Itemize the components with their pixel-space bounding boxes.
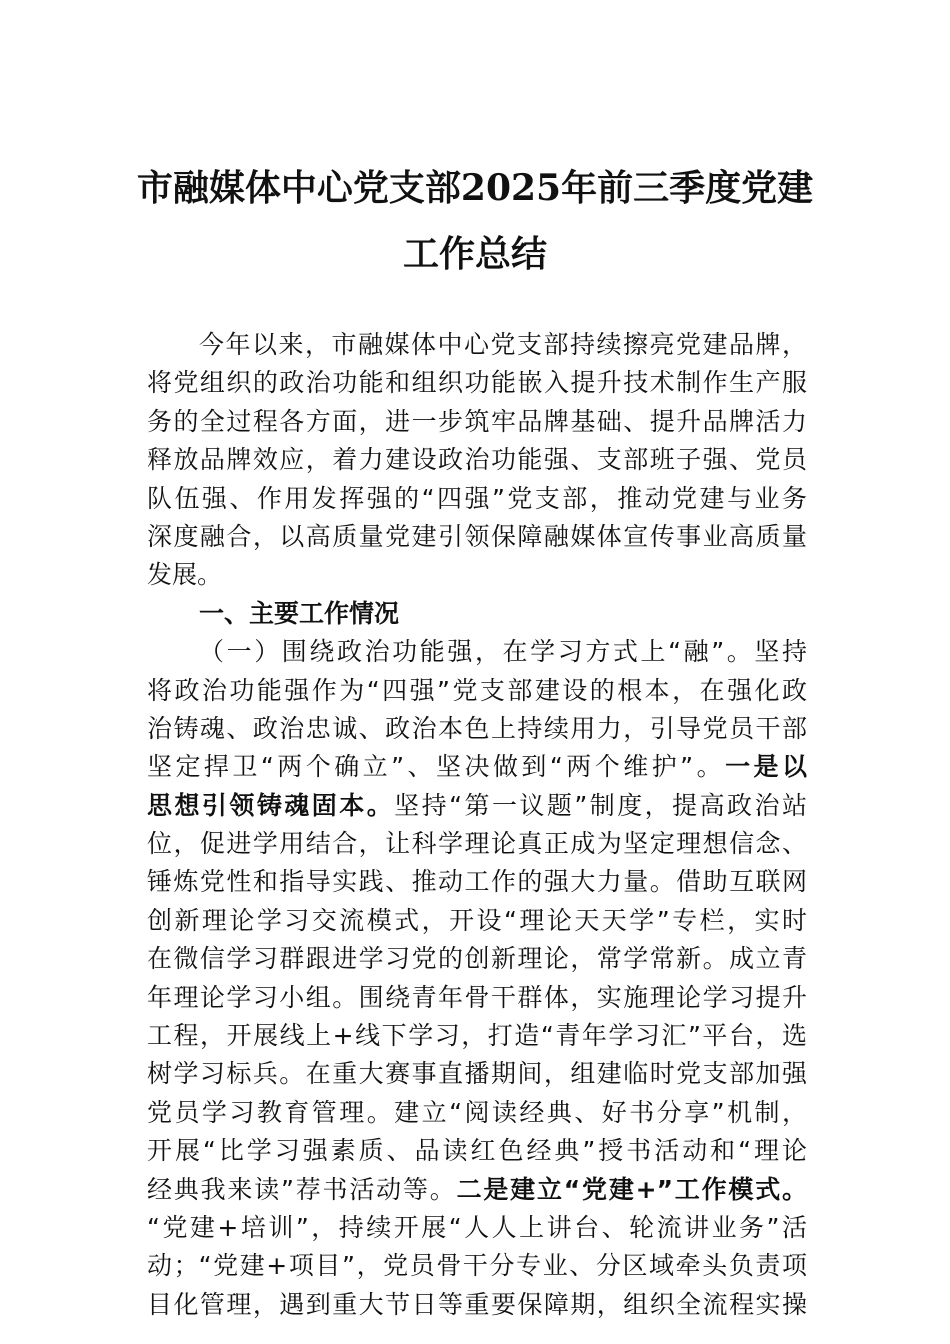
paragraph-line: 将党组织的政治功能和组织功能嵌入提升技术制作生产服	[147, 368, 807, 398]
line-text: 经典我来读”荐书活动等。	[147, 1174, 457, 1204]
paragraph-line: “党建+培训”，持续开展“人人上讲台、轮流讲业务”活	[147, 1212, 807, 1242]
paragraph-line: 将政治功能强作为“四强”党支部建设的根本，在强化政	[147, 675, 807, 705]
section-heading: 一、主要工作情况	[199, 598, 400, 628]
line-text: 坚持“第一议题”制度，提高政治站	[394, 790, 807, 820]
paragraph-line: 在微信学习群跟进学习党的创新理论，常学常新。成立青	[147, 944, 807, 974]
bold-emphasis: 二是建立“党建+”工作模式。	[456, 1174, 808, 1204]
paragraph-line: 党员学习教育管理。建立“阅读经典、好书分享”机制，	[147, 1097, 807, 1127]
paragraph-line: 深度融合，以高质量党建引领保障融媒体宣传事业高质量	[147, 521, 807, 551]
paragraph-line: 动；“党建+项目”，党员骨干分专业、分区域牵头负责项	[147, 1251, 807, 1281]
paragraph-line: 发展。	[147, 560, 223, 590]
paragraph-line: 目化管理，遇到重大节日等重要保障期，组织全流程实操	[147, 1289, 807, 1319]
paragraph-line: 年理论学习小组。围绕青年骨干群体，实施理论学习提升	[147, 982, 807, 1012]
line-text: 坚定捍卫“两个确立”、坚决做到“两个维护”。	[147, 752, 726, 782]
paragraph-line: 工程，开展线上+线下学习，打造“青年学习汇”平台，选	[147, 1021, 807, 1051]
paragraph-line: 开展“比学习强素质、品读红色经典”授书活动和“理论	[147, 1136, 807, 1166]
paragraph-line	[147, 748, 807, 786]
paragraph-line: 释放品牌效应，着力建设政治功能强、支部班子强、党员	[147, 445, 807, 475]
paragraph-line	[147, 787, 807, 825]
bold-emphasis: 思想引领铸魂固本。	[147, 790, 395, 820]
paragraph-line: 树学习标兵。在重大赛事直播期间，组建临时党支部加强	[147, 1059, 807, 1089]
paragraph-line: （一）围绕政治功能强，在学习方式上“融”。坚持	[199, 637, 807, 667]
bold-emphasis: 一是以	[725, 752, 807, 782]
paragraph-line: 今年以来，市融媒体中心党支部持续擦亮党建品牌，	[199, 330, 807, 359]
document-title-line2: 工作总结	[402, 233, 547, 275]
paragraph-line: 位，促进学用结合，让科学理论真正成为坚定理想信念、	[147, 829, 807, 859]
paragraph-line: 锤炼党性和指导实践、推动工作的强大力量。借助互联网	[147, 867, 807, 897]
paragraph-line: 务的全过程各方面，进一步筑牢品牌基础、提升品牌活力	[147, 406, 807, 436]
paragraph-line: 治铸魂、政治忠诚、政治本色上持续用力，引导党员干部	[147, 713, 807, 743]
document-body	[147, 326, 807, 1324]
paragraph-line: 队伍强、作用发挥强的“四强”党支部，推动党建与业务	[147, 483, 807, 513]
paragraph-line	[147, 1171, 807, 1209]
paragraph-line: 创新理论学习交流模式，开设“理论天天学”专栏，实时	[147, 905, 807, 935]
document-title-line1: 市融媒体中心党支部2025年前三季度党建	[136, 167, 814, 209]
